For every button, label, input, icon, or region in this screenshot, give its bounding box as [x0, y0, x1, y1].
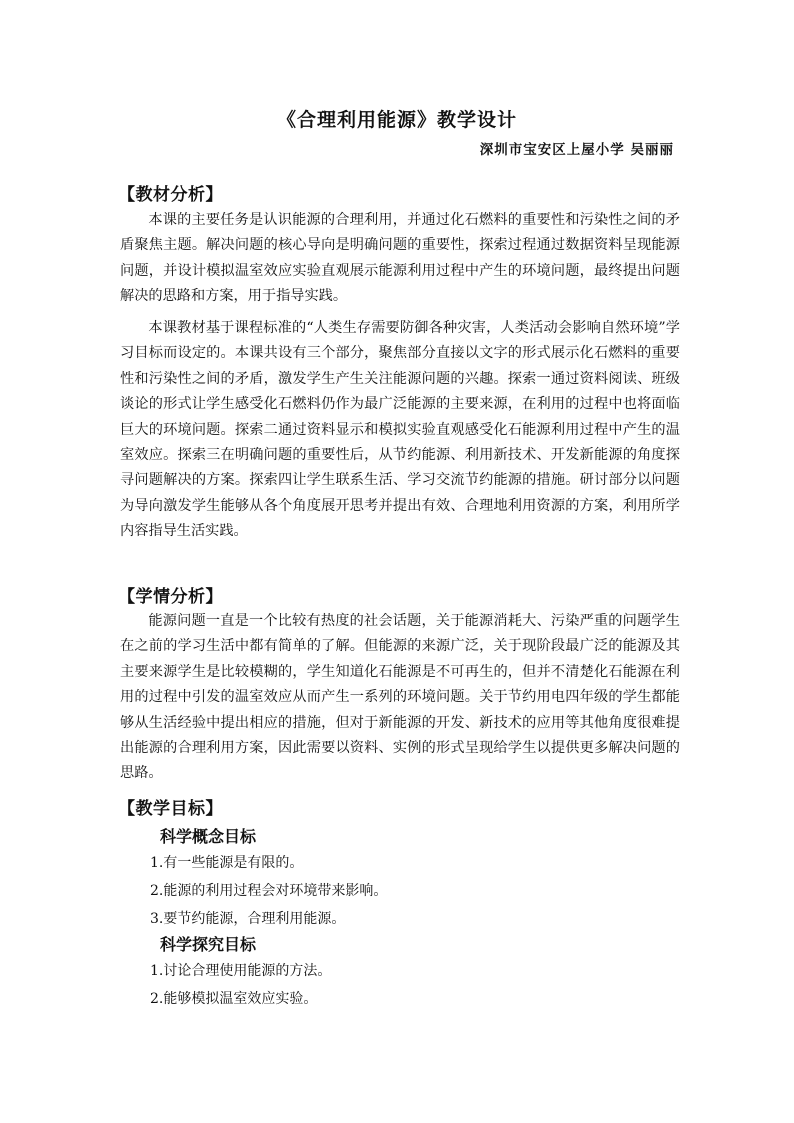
goal-item: 2.能源的利用过程会对环境带来影响。	[150, 883, 388, 899]
paragraph-student-analysis: 能源问题一直是一个比较有热度的社会话题，关于能源消耗大、污染严重的问题学生在之前的学习生活中都有简单的了解。但能源的来源广泛，关于现阶段最广泛的能源及其主要来源学生是比较模糊的，学生知道化石能源是不可再生的，但并不清楚化石能源在利用的过程中引发的温室效应从而产生一系列的环境问题。关于节约用电四年级的学生都能够从生活经验中提出相应的措施，但对于新能源的开发、新技术的应用等其他角度很难提出能源的合理利用方案，因此需要以资料、实例的形式呈现给学生以提供更多解决问题的思路。	[120, 613, 680, 782]
author-line: 深圳市宝安区上屋小学 吴丽丽	[479, 142, 674, 158]
goal-item: 3.要节约能源，合理利用能源。	[150, 911, 346, 927]
subheading-science-inquiry-goals: 科学探究目标	[160, 935, 257, 954]
goal-item: 2.能够模拟温室效应实验。	[150, 991, 318, 1007]
section-heading-teaching-goals: 【教学目标】	[118, 799, 223, 819]
paragraph-textbook-analysis-2: 本课教材基于课程标准的“人类生存需要防御各种灾害，人类活动会影响自然环境”学习目标而设定的。本课共设有三个部分，聚焦部分直接以文字的形式展示化石燃料的重要性和污染性之间的矛盾，激发学生产生关注能源问题的兴趣。探索一通过资料阅读、班级谈论的形式让学生感受化石燃料仍作为最广泛能源的主要来源，在利用的过程中也将面临巨大的环境问题。探索二通过资料显示和模拟实验直观感受化石能源利用过程中产生的温室效应。探索三在明确问题的重要性后，从节约能源、利用新技术、开发新能源的角度探寻问题解决的方案。探索四让学生联系生活、学习交流节约能源的措施。研讨部分以问题为导向激发学生能够从各个角度展开思考并提出有效、合理地利用资源的方案，利用所学内容指导生活实践。	[120, 320, 680, 540]
section-heading-textbook-analysis: 【教材分析】	[118, 185, 223, 205]
document-title: 《合理利用能源》教学设计	[276, 109, 517, 131]
paragraph-textbook-analysis-1: 本课的主要任务是认识能源的合理利用，并通过化石燃料的重要性和污染性之间的矛盾聚焦主题。解决问题的核心导向是明确问题的重要性，探索过程通过数据资料呈现能源问题，并设计模拟温室效应实验直观展示能源利用过程中产生的环境问题，最终提出问题解决的思路和方案，用于指导实践。	[120, 212, 680, 305]
goal-item: 1.有一些能源是有限的。	[150, 855, 304, 871]
section-heading-student-analysis: 【学情分析】	[118, 587, 223, 607]
subheading-science-concept-goals: 科学概念目标	[160, 827, 257, 846]
goal-item: 1.讨论合理使用能源的方法。	[150, 963, 332, 979]
